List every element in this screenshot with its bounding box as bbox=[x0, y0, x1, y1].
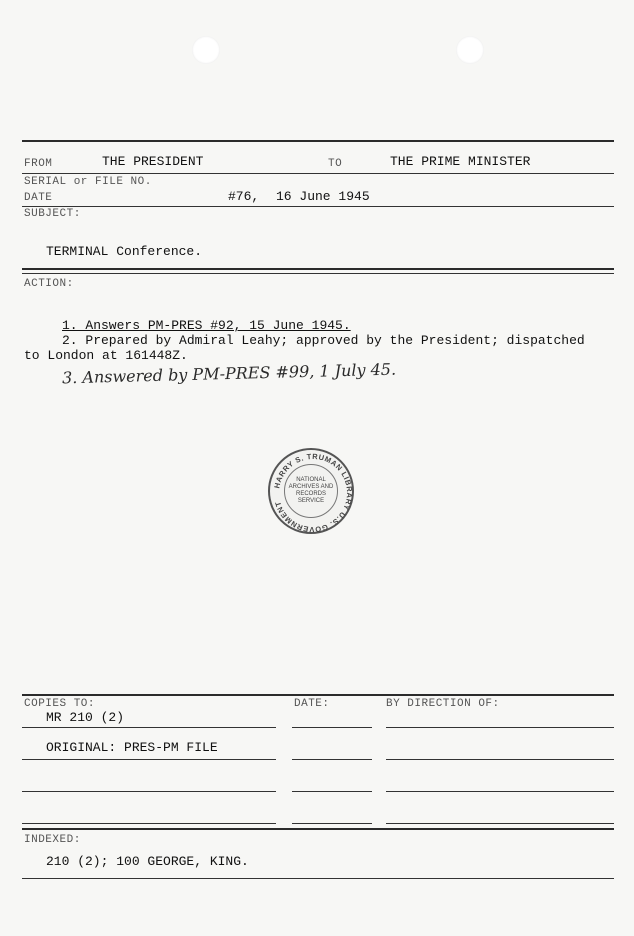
date-label: DATE bbox=[24, 192, 53, 204]
direction-row-2-line bbox=[386, 759, 614, 760]
bottom-rule bbox=[22, 878, 614, 879]
subject-rule-lower bbox=[22, 273, 614, 274]
top-rule bbox=[22, 140, 614, 142]
punch-hole-right bbox=[456, 36, 484, 64]
copies-row-3-line bbox=[22, 791, 276, 792]
action-line-2b: to London at 161448Z. bbox=[24, 348, 188, 363]
stamp-ring-text bbox=[270, 450, 356, 536]
from-to-rule bbox=[22, 173, 614, 174]
copies-row-4-line bbox=[22, 823, 276, 824]
date-value: 16 June 1945 bbox=[276, 189, 370, 204]
date-row-2-line bbox=[292, 759, 372, 760]
stamp-line-1: NATIONAL bbox=[296, 477, 326, 483]
direction-row-4-line bbox=[386, 823, 614, 824]
date-row-4-line bbox=[292, 823, 372, 824]
to-value: THE PRIME MINISTER bbox=[390, 154, 531, 169]
to-label: TO bbox=[328, 158, 343, 170]
direction-label: BY DIRECTION OF: bbox=[386, 698, 500, 710]
from-value: THE PRESIDENT bbox=[102, 154, 204, 169]
subject-label: SUBJECT: bbox=[24, 208, 81, 220]
direction-row-1-line bbox=[386, 727, 614, 728]
copies-row-2-line bbox=[22, 759, 276, 760]
copies-value: MR 210 (2) bbox=[46, 710, 125, 725]
copies-row-1-line bbox=[22, 727, 276, 728]
original-value: ORIGINAL: PRES-PM FILE bbox=[46, 740, 218, 755]
date-row-3-line bbox=[292, 791, 372, 792]
stamp-line-3: RECORDS bbox=[295, 491, 326, 497]
action-label: ACTION: bbox=[24, 278, 74, 290]
subject-value: TERMINAL Conference. bbox=[46, 244, 203, 259]
action-line-1: 1. Answers PM-PRES #92, 15 June 1945. bbox=[62, 318, 351, 333]
serial-label: SERIAL or FILE NO. bbox=[24, 176, 152, 188]
indexed-value: 210 (2); 100 GEORGE, KING. bbox=[46, 854, 249, 869]
date-row-1-line bbox=[292, 727, 372, 728]
date-rule bbox=[22, 206, 614, 207]
direction-row-3-line bbox=[386, 791, 614, 792]
stamp-line-4: SERVICE bbox=[297, 498, 325, 504]
stamp-line-2: ARCHIVES AND bbox=[288, 484, 334, 490]
copies-label: COPIES TO: bbox=[24, 698, 96, 710]
action-line-2a: 2. Prepared by Admiral Leahy; approved by the President; dispatched bbox=[62, 333, 585, 348]
from-label: FROM bbox=[24, 158, 53, 170]
subject-rule-upper bbox=[22, 268, 614, 270]
indexed-top-rule bbox=[22, 828, 614, 830]
stamp-outer-text: HARRY S. TRUMAN LIBRARY U.S. GOVERNMENT bbox=[272, 451, 355, 535]
footer-date-label: DATE: bbox=[294, 698, 330, 710]
footer-top-rule bbox=[22, 694, 614, 696]
svg-text:HARRY S. TRUMAN LIBRARY U.S. G bbox=[272, 452, 354, 534]
indexed-label: INDEXED: bbox=[24, 834, 81, 846]
punch-hole-left bbox=[192, 36, 220, 64]
archive-stamp bbox=[268, 448, 354, 534]
serial-value: #76, bbox=[228, 189, 260, 204]
action-line-3-handwritten: 3. Answered by PM-PRES #99, 1 July 45. bbox=[61, 359, 397, 388]
